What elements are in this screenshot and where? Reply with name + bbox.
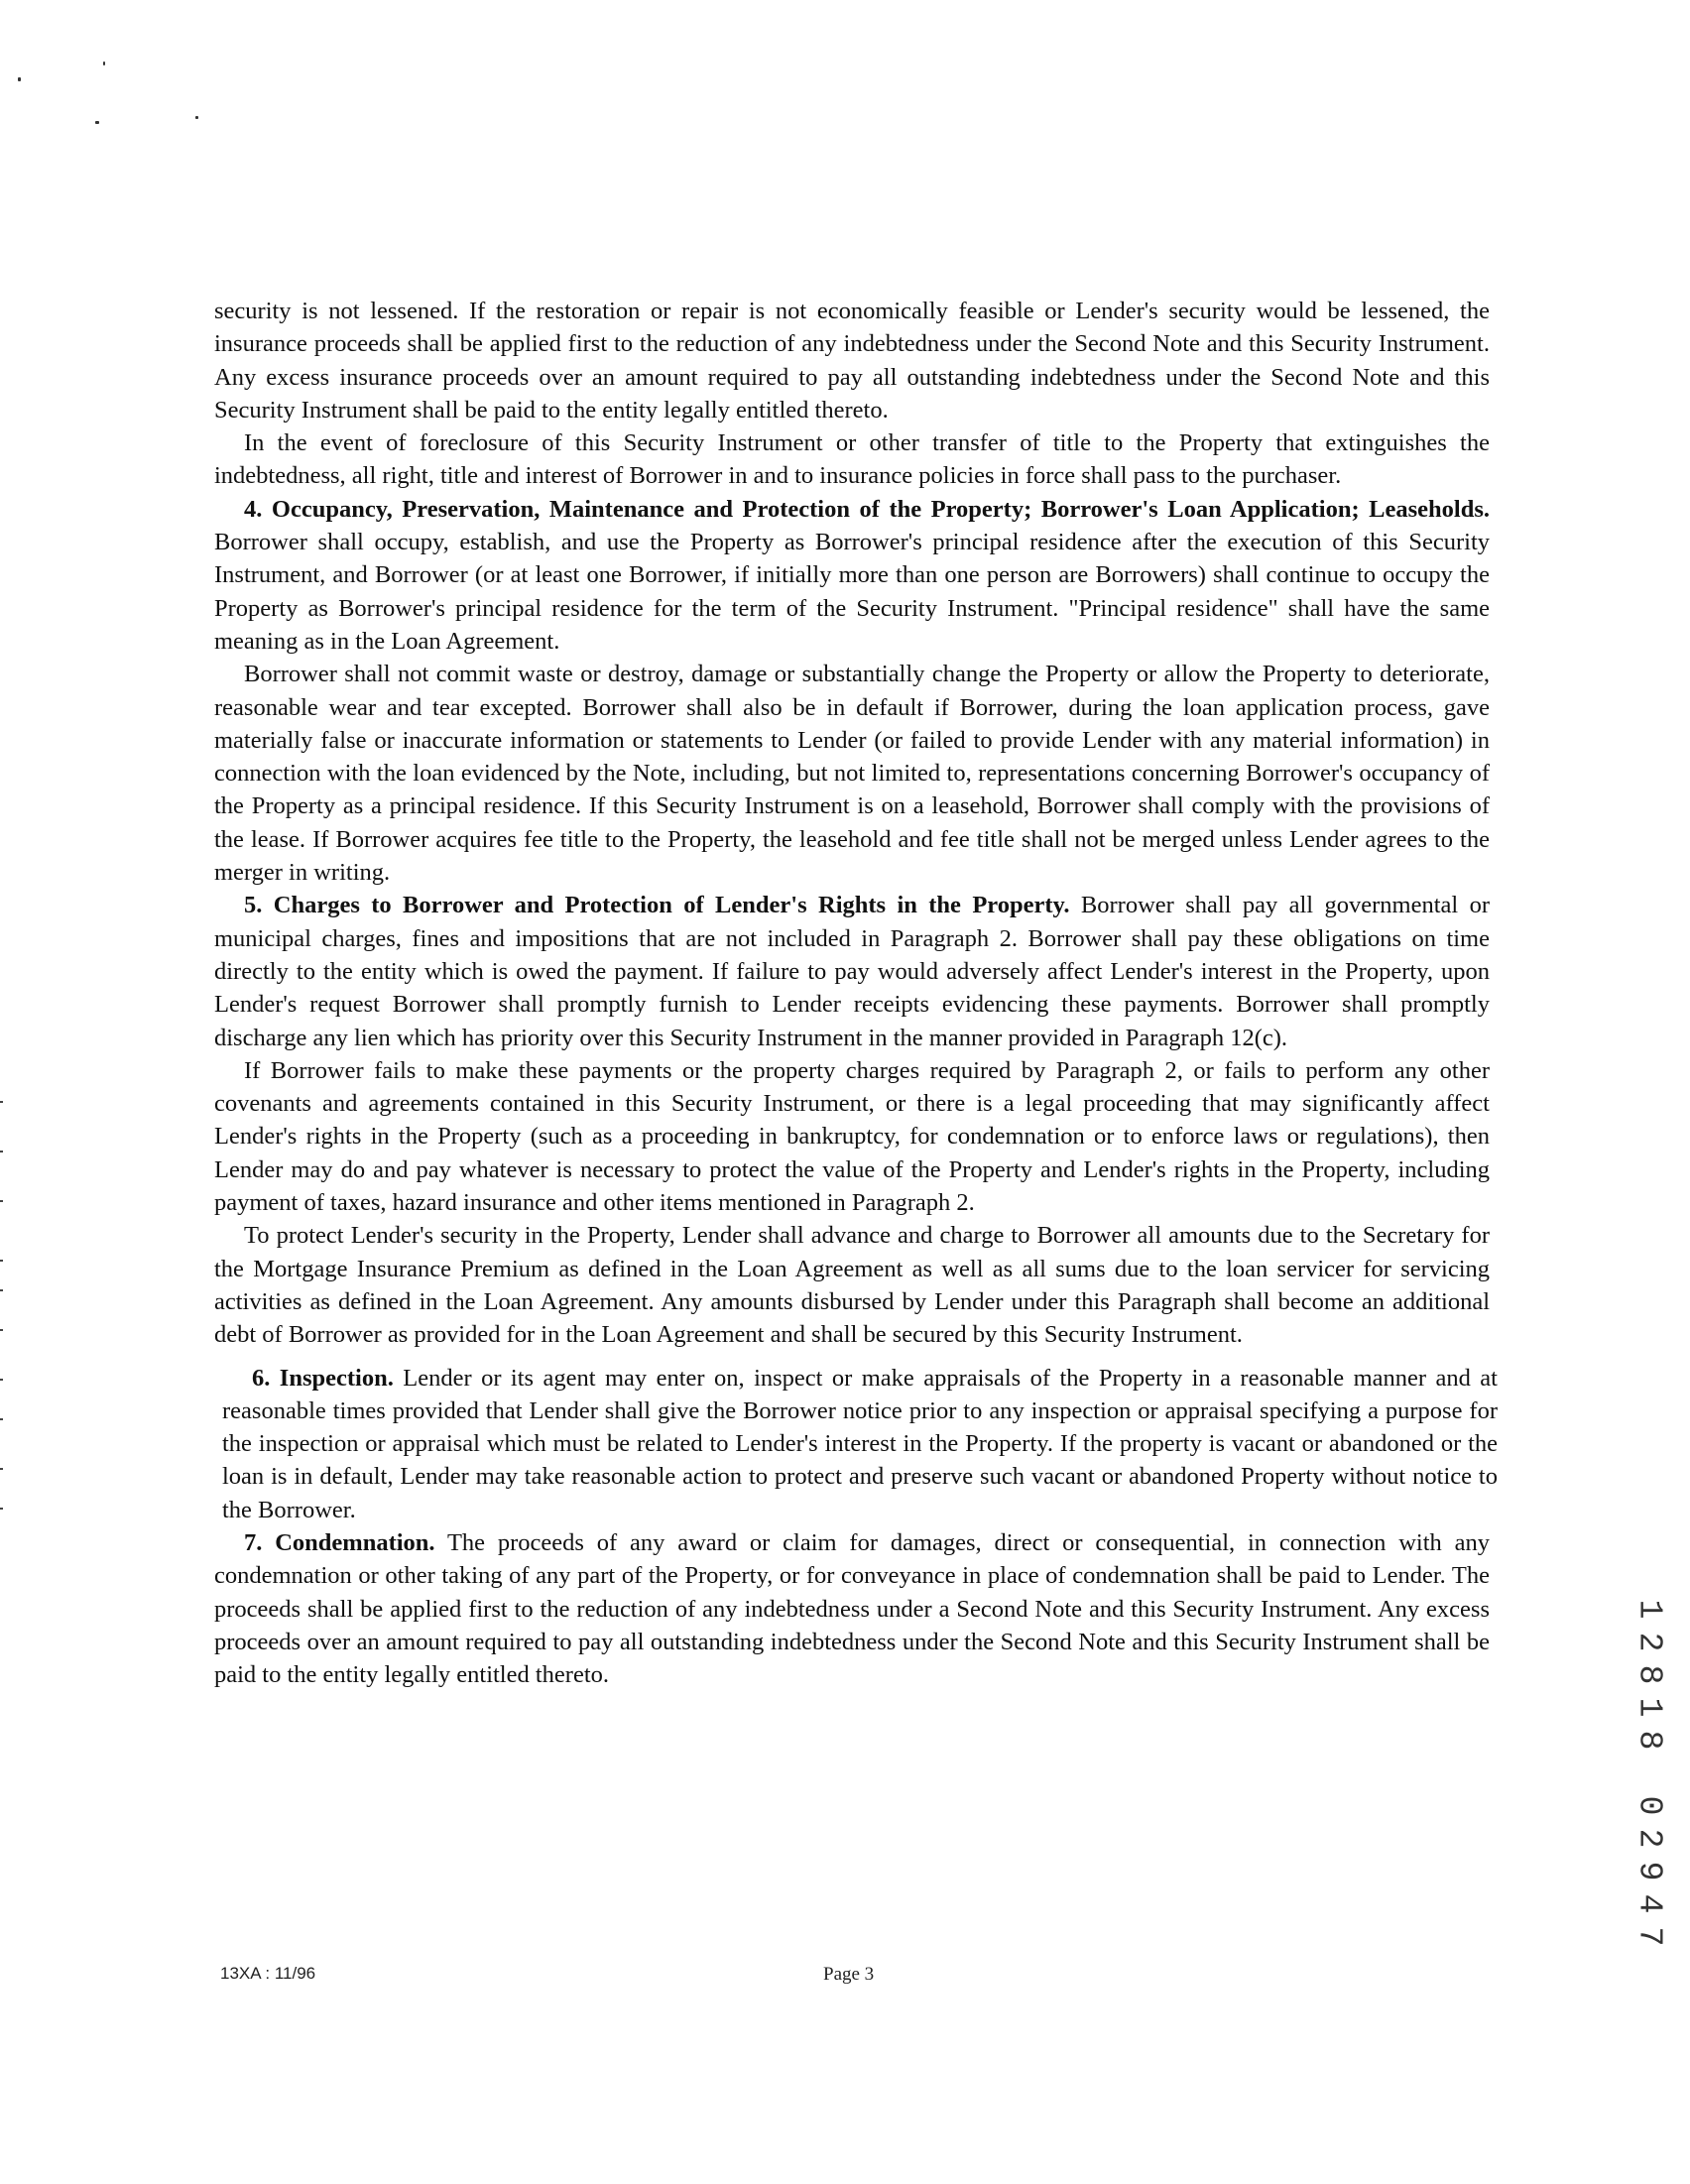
stamp-glyph: 1 <box>1630 1697 1668 1718</box>
stamp-glyph: 2 <box>1630 1828 1668 1849</box>
page-number: Page 3 <box>823 1964 875 1985</box>
stamp-glyph <box>1633 1759 1666 1788</box>
paragraph-occupancy <box>214 493 1490 658</box>
paragraph-waste <box>214 658 1490 889</box>
paragraph-borrower-fails <box>214 1054 1490 1219</box>
scan-speck <box>95 121 99 124</box>
scan-speck <box>195 116 198 119</box>
scan-speck <box>103 61 105 65</box>
section-heading: 6. Inspection. <box>252 1364 394 1392</box>
paragraph-text: Borrower shall occupy, establish, and use the Property as Borrower's principal residence after the execution of this Security Instrument, and Borrower (or at least one Borrower, if initially more than one person are Borrowers) shall continue to occupy the Property as Borrower's principal residence for the term of the Security Instrument. "Principal residence" shall have the same meaning as in the Loan Agreement. <box>214 529 1490 655</box>
scan-speck <box>18 77 21 81</box>
stamp-glyph: 8 <box>1630 1664 1668 1685</box>
paragraph-condemnation <box>214 1526 1490 1691</box>
section-heading: 5. Charges to Borrower and Protection of Lender's Rights in the Property. <box>244 892 1070 919</box>
paragraph-text: To protect Lender's security in the Property, Lender shall advance and charge to Borrower all amounts due to the Secretary for the Mortgage Insurance Premium as defined in the Loan Agreement as well as all sums due to the loan servicer for servicing activities as defined in the Loan Agreement. Any amounts disbursed by Lender under this Paragraph shall become an additional debt of Borrower as provided for in the Loan Agreement and shall be secured by this Security Instrument. <box>214 1222 1490 1349</box>
paragraph-text: Borrower shall pay all governmental or municipal charges, fines and impositions that are not included in Paragraph 2. Borrower shall pay these obligations on time directly to the entity which is owed the payment. If failure to pay would adversely affect Lender's interest in the Property, upon Lender's request Borrower shall promptly furnish to Lender receipts evidencing these payments. Borrower shall promptly discharge any lien which has priority over this Security Instrument in the manner provided in Paragraph 12(c). <box>214 892 1490 1051</box>
paragraph-text: In the event of foreclosure of this Security Instrument or other transfer of title to the Property that extinguishes the indebtedness, all right, title and interest of Borrower in and to insurance policies in force shall pass to the purchaser. <box>214 429 1490 490</box>
paragraph-foreclosure <box>214 426 1490 493</box>
recording-stamp <box>1630 1593 1668 1953</box>
stamp-glyph: 8 <box>1630 1730 1668 1751</box>
stamp-glyph: 2 <box>1630 1632 1668 1652</box>
paragraph-text: If Borrower fails to make these payments or the property charges required by Paragraph 2, or fails to perform any other covenants and agreements contained in this Security Instrument, or there is a legal proceeding that may significantly affect Lender's rights in the Property (such as a proceeding in bankruptcy, for condemnation or to enforce laws or regulations), then Lender may do and pay whatever is necessary to protect the value of the Property and Lender's rights in the Property, including payment of taxes, hazard insurance and other items mentioned in Paragraph 2. <box>214 1056 1490 1217</box>
section-heading: 4. Occupancy, Preservation, Maintenance and Protection of the Property; Borrower's Loan Application; Leaseholds. <box>244 495 1490 523</box>
paragraph-text: Borrower shall not commit waste or destroy, damage or substantially change the Property or allow the Property to deteriorate, reasonable wear and tear excepted. Borrower shall also be in default if Borrower, during the loan application process, gave materially false or inaccurate information or statements to Lender (or failed to provide Lender with any material information) in connection with the loan evidenced by the Note, including, but not limited to, representations concerning Borrower's occupancy of the Property as a principal residence. If this Security Instrument is on a leasehold, Borrower shall comply with the provisions of the lease. If Borrower acquires fee title to the Property, the leasehold and fee title shall not be merged unless Lender agrees to the merger in writing. <box>214 661 1490 887</box>
section-heading: 7. Condemnation. <box>244 1528 435 1556</box>
stamp-glyph: 7 <box>1630 1926 1668 1947</box>
paragraph-protect-security <box>214 1219 1490 1351</box>
paragraph-insurance-continued <box>214 295 1490 426</box>
form-code: 13XA : 11/96 <box>220 1964 316 1983</box>
scan-edge-marks <box>0 1091 4 1527</box>
stamp-glyph: 4 <box>1630 1893 1668 1914</box>
stamp-glyph: 0 <box>1630 1795 1668 1816</box>
paragraph-text: The proceeds of any award or claim for damages, direct or consequential, in connection with any condemnation or other taking of any part of the Property, or for conveyance in place of condemnation shall be paid to Lender. The proceeds shall be applied first to the reduction of any indebtedness under a Second Note and this Security Instrument. Any excess proceeds over an amount required to pay all outstanding indebtedness under the Second Note and this Security Instrument shall be paid to the entity legally entitled thereto. <box>214 1528 1490 1689</box>
stamp-glyph: 9 <box>1630 1861 1668 1881</box>
paragraph-inspection <box>214 1362 1498 1526</box>
paragraph-charges <box>214 889 1490 1053</box>
paragraph-text: Lender or its agent may enter on, inspect or make appraisals of the Property in a reasonable manner and at reasonable times provided that Lender shall give the Borrower notice prior to any inspection or appraisal specifying a purpose for the inspection or appraisal which must be related to Lender's interest in the Property. If the property is vacant or abandoned or the loan is in default, Lender may take reasonable action to protect and preserve such vacant or abandoned Property without notice to the Borrower. <box>222 1364 1498 1523</box>
paragraph-text: security is not lessened. If the restoration or repair is not economically feasible or Lender's security would be lessened, the insurance proceeds shall be applied first to the reduction of any indebtedness under the Second Note and this Security Instrument. Any excess insurance proceeds over an amount required to pay all outstanding indebtedness under the Second Note and this Security Instrument shall be paid to the entity legally entitled thereto. <box>214 298 1490 424</box>
stamp-glyph: 1 <box>1630 1599 1668 1620</box>
document-body <box>214 295 1498 1691</box>
